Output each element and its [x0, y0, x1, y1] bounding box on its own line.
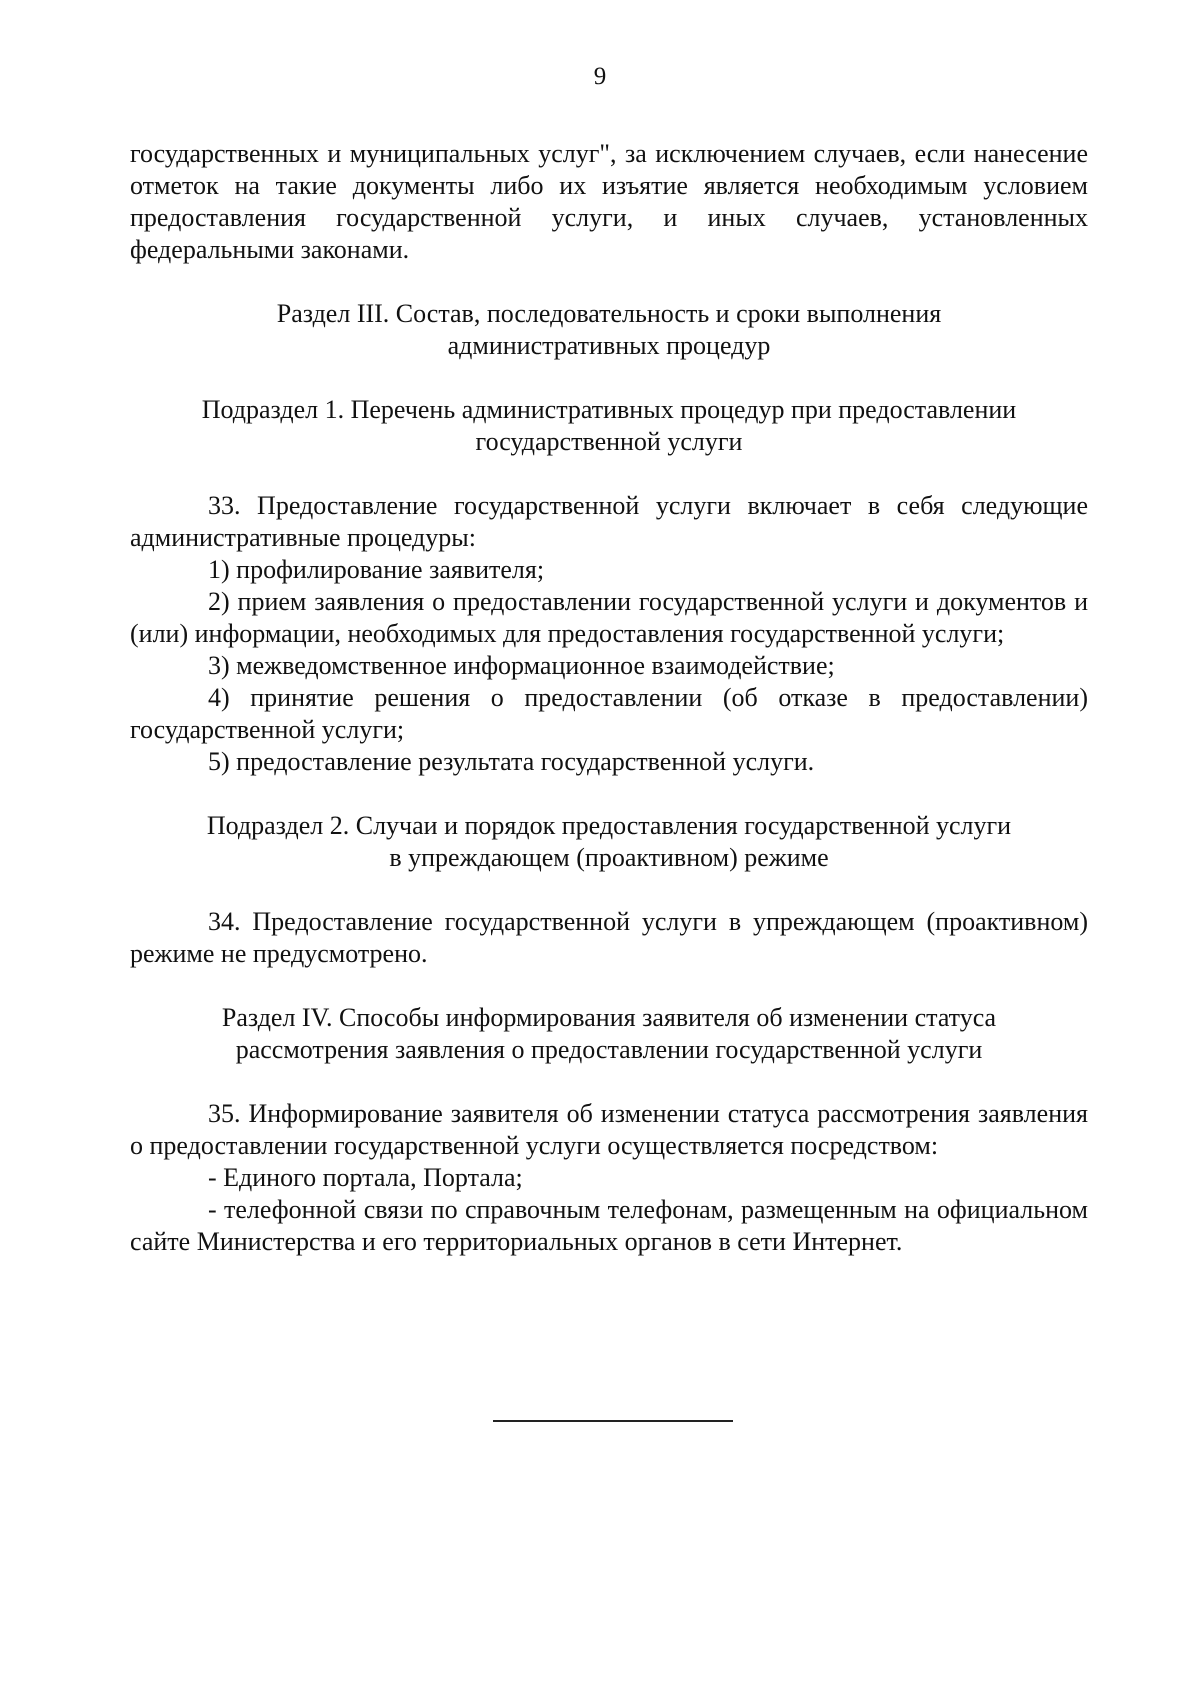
- subsection-1-heading: [130, 394, 1088, 458]
- subsection-2-heading-line-1: Подраздел 2. Случаи и порядок предоставления государственной услуги: [206, 811, 1012, 840]
- list-item: 3) межведомственное информационное взаимодействие;: [208, 651, 835, 680]
- subsection-2-heading-line-2: в упреждающем (проактивном) режиме: [389, 843, 829, 872]
- page-number: 9: [593, 63, 607, 90]
- subsection-2-heading: [130, 810, 1088, 874]
- paragraph-35: 35. Информирование заявителя об изменении статуса рассмотрения заявления о предоставлении государственной услуги осуществляется посредством:: [130, 1099, 1088, 1160]
- subsection-1-heading-line-1: Подраздел 1. Перечень административных процедур при предоставлении: [201, 395, 1017, 424]
- list-item: 1) профилирование заявителя;: [208, 555, 545, 584]
- spacer: [130, 362, 1088, 394]
- section-4-heading-line-1: Раздел IV. Способы информирования заявителя об изменении статуса: [221, 1003, 997, 1032]
- spacer: [130, 778, 1088, 810]
- paragraph-34: 34. Предоставление государственной услуги в упреждающем (проактивном) режиме не предусмотрено.: [130, 907, 1088, 968]
- list-item: - телефонной связи по справочным телефонам, размещенным на официальном сайте Министерства и его территориальных органов в сети Интернет.: [130, 1195, 1088, 1256]
- subsection-1-heading-line-2: государственной услуги: [475, 427, 743, 456]
- paragraph-33: 33. Предоставление государственной услуги включает в себя следующие административные процедуры:: [130, 491, 1088, 552]
- section-3-heading-line-1: Раздел III. Состав, последовательность и сроки выполнения: [276, 299, 942, 328]
- spacer: [130, 970, 1088, 1002]
- spacer: [130, 266, 1088, 298]
- intro-paragraph: государственных и муниципальных услуг", за исключением случаев, если нанесение отметок на такие документы либо их изъятие является необходимым условием предоставления государственной услуги, и иных случаев, установленных федеральными законами.: [130, 139, 1088, 264]
- document-body: [130, 138, 1088, 1258]
- list-item: - Единого портала, Портала;: [208, 1163, 523, 1192]
- list-item: 4) принятие решения о предоставлении (об отказе в предоставлении) государственной услуги;: [130, 683, 1088, 744]
- spacer: [130, 1066, 1088, 1098]
- section-3-heading: [130, 298, 1088, 362]
- list-item: 5) предоставление результата государственной услуги.: [208, 747, 815, 776]
- spacer: [130, 458, 1088, 490]
- section-3-heading-line-2: административных процедур: [447, 331, 771, 360]
- end-divider-line: [493, 1420, 733, 1422]
- list-item: 2) прием заявления о предоставлении государственной услуги и документов и (или) информации, необходимых для предоставления государственной услуги;: [130, 587, 1088, 648]
- section-4-heading-line-2: рассмотрения заявления о предоставлении государственной услуги: [235, 1035, 983, 1064]
- spacer: [130, 874, 1088, 906]
- section-4-heading: [130, 1002, 1088, 1066]
